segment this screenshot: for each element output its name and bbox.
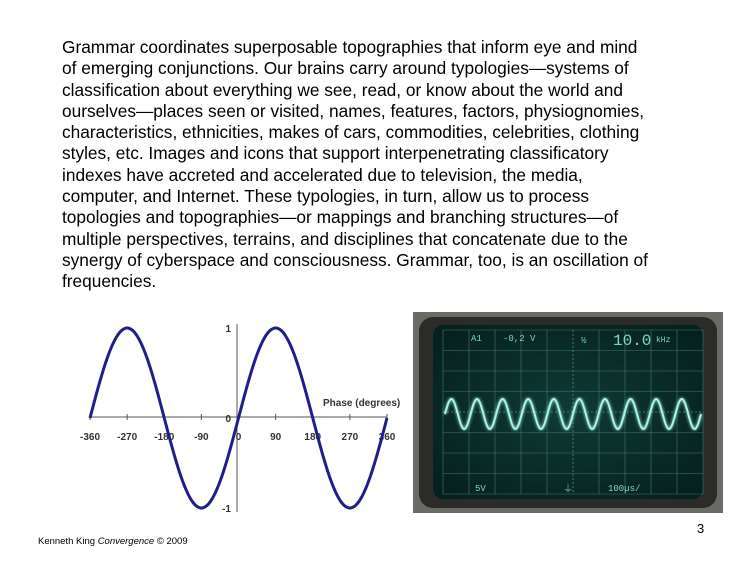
x-tick-label: 270 (341, 432, 359, 443)
slide-paragraph (62, 37, 722, 293)
page-number: 3 (697, 521, 705, 536)
scope-offset-readout: -0,2 V (503, 334, 536, 344)
x-tick-label: 180 (304, 432, 322, 443)
footer-year: © 2009 (154, 536, 188, 547)
paragraph-line: synergy of cyberspace and consciousness. Grammar, too, is an oscillation of (62, 249, 648, 270)
scope-frequency-unit: kHz (656, 336, 671, 345)
paragraph-line: topologies and topographies—or mappings and branching structures—of (62, 207, 619, 228)
oscilloscope-display (413, 312, 723, 513)
paragraph-line: styles, etc. Images and icons that support interpenetrating classificatory (62, 143, 609, 164)
paragraph-line: indexes have accreted and accelerated due to television, the media, (62, 164, 583, 185)
x-tick-label: 90 (270, 432, 282, 443)
paragraph-line: frequencies. (62, 271, 157, 292)
paragraph-line: multiple perspectives, terrains, and disciplines that concatenate due to the (62, 228, 628, 249)
sine-wave-chart (75, 320, 410, 520)
x-tick-label: -270 (117, 432, 138, 443)
x-axis-label: Phase (degrees) (323, 398, 401, 409)
y-tick-label: 0 (225, 414, 231, 425)
x-tick-label: -180 (154, 432, 175, 443)
x-tick-label: 360 (378, 432, 396, 443)
footer-author: Kenneth King (38, 536, 98, 547)
paragraph-line: ourselves—places seen or visited, names, features, factors, physiognomies, (62, 100, 645, 121)
paragraph-line: of emerging conjunctions. Our brains carry around typologies—systems of (62, 58, 629, 79)
scope-channel-readout: A1 (471, 334, 482, 344)
scope-volts-readout: 5V (475, 484, 486, 494)
scope-time-readout: 100µs/ (608, 484, 641, 494)
footer (38, 536, 188, 547)
sine-wave-svg (75, 320, 410, 520)
x-tick-label: -360 (79, 432, 101, 443)
scope-frequency-value: 10.0 (613, 332, 652, 350)
y-tick-group (222, 324, 231, 515)
footer-title: Convergence (97, 536, 155, 547)
y-tick-label: -1 (222, 504, 231, 515)
sine-series-line (90, 328, 387, 508)
oscilloscope-svg (413, 312, 723, 513)
paragraph-line: characteristics, ethnicities, makes of cars, commodities, celebrities, clothing (62, 122, 640, 143)
paragraph-line: classification about everything we see, read, or know about the world and (62, 79, 624, 100)
scope-probe-icon: ⏚ (563, 484, 573, 495)
scope-trigger-readout: ½ (581, 336, 587, 346)
x-tick-label: 0 (235, 432, 242, 443)
paragraph-line: computer, and Internet. These typologies, in turn, allow us to process (62, 186, 590, 207)
paragraph-line: Grammar coordinates superposable topographies that inform eye and mind (62, 37, 638, 57)
x-tick-label: -90 (194, 432, 209, 443)
y-tick-label: 1 (225, 324, 231, 335)
